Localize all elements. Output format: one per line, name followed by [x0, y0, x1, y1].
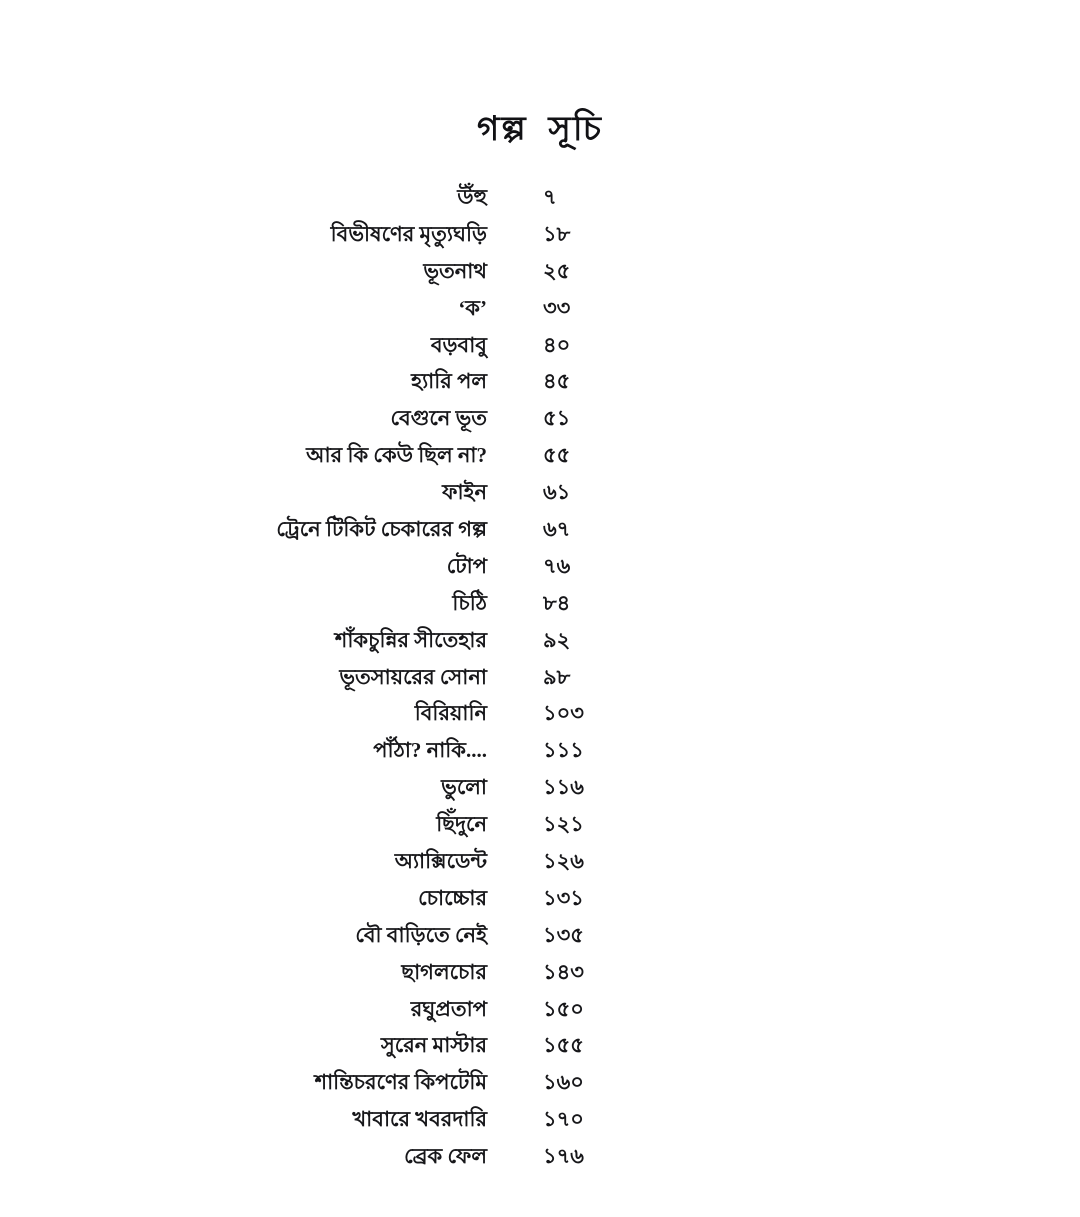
toc-entry-row[interactable] [0, 553, 1080, 593]
toc-entry-page-number: ৭ [543, 185, 557, 209]
toc-entry-page-number: ১৬০ [543, 1070, 584, 1095]
toc-entry-title: ভুলো [441, 775, 487, 800]
toc-entry-page-number: ৭৬ [543, 553, 571, 578]
toc-entry-title: চোচ্চোর [418, 885, 487, 910]
toc-entry-row[interactable] [0, 959, 1080, 999]
toc-entry-page-number: ৬৭ [543, 517, 571, 542]
toc-entry-row[interactable] [0, 740, 1080, 777]
toc-entry-title: বিভীষণের মৃত্যুঘড়ি [330, 221, 487, 246]
toc-entry-title: খাবারে খবরদারি [352, 1107, 487, 1132]
toc-entry-page-number: ৫৫ [543, 443, 571, 468]
toc-entry-title: হ্যারি পল [411, 369, 487, 394]
toc-entry-page-number: ৬১ [543, 480, 571, 505]
toc-entry-row[interactable] [0, 885, 1080, 925]
toc-entry-row[interactable] [0, 1072, 1080, 1109]
toc-entry-row[interactable] [0, 295, 1080, 335]
toc-entry-row[interactable] [0, 482, 1080, 519]
toc-entry-row[interactable] [0, 1035, 1080, 1072]
toc-entry-title: বিরিয়ানি [414, 701, 487, 726]
toc-entry-title: আর কি কেউ ছিল না? [306, 443, 487, 468]
toc-entry-title: বড়বাবু [430, 332, 487, 357]
toc-entry-page-number: ১৪৩ [543, 959, 584, 984]
toc-entry-title: ট্রেনে টিকিট চেকারের গল্প [276, 517, 487, 542]
toc-entry-title: ফাইন [442, 480, 487, 505]
toc-entry-title: চিঠি [452, 590, 487, 615]
toc-entry-page-number: ১৮ [543, 221, 571, 246]
toc-entry-title: ব্রেক ফেল [404, 1144, 487, 1169]
toc-entry-title: টোপ [446, 553, 487, 578]
toc-entry-row[interactable] [0, 408, 1080, 445]
toc-entry-page-number: ৪৫ [543, 369, 571, 394]
page-title: গল্প সূচি [477, 110, 603, 148]
toc-entry-page-number: ৯২ [543, 627, 571, 652]
toc-entry-row[interactable] [0, 922, 1080, 962]
toc-entry-title: ‘ক’ [458, 295, 487, 320]
toc-entry-row[interactable] [0, 1146, 1080, 1183]
toc-entry-page-number: ৪০ [543, 332, 571, 357]
toc-entry-title: বেগুনে ভূত [390, 406, 487, 431]
toc-entry-title: উঁহু [457, 185, 487, 209]
toc-entry-page-number: ১১৬ [543, 775, 584, 800]
toc-entry-title: পাঁঠা? নাকি.... [373, 738, 487, 763]
toc-entry-title: সুরেন মাস্টার [380, 1033, 487, 1058]
toc-entry-row[interactable] [0, 221, 1080, 261]
toc-entry-page-number: ২৫ [543, 258, 571, 283]
toc-entry-title: বৌ বাড়িতে নেই [355, 922, 487, 947]
toc-entry-row[interactable] [0, 445, 1080, 482]
toc-entry-page-number: ১৭৬ [543, 1144, 584, 1169]
toc-entry-title: রঘুপ্রতাপ [410, 996, 487, 1021]
toc-entry-page-number: ১২৬ [543, 849, 584, 874]
toc-entry-row[interactable] [0, 814, 1080, 851]
toc-entry-row[interactable] [0, 703, 1080, 740]
toc-entry-row[interactable] [0, 371, 1080, 408]
toc-entry-title: ভূতসায়রের সোনা [339, 664, 487, 689]
toc-entry-row[interactable] [0, 187, 1080, 224]
toc-entry-row[interactable] [0, 332, 1080, 372]
toc-entry-page-number: ১৭০ [543, 1107, 584, 1132]
toc-entry-row[interactable] [0, 851, 1080, 888]
table-of-contents-list [0, 187, 1080, 1183]
toc-entry-row[interactable] [0, 258, 1080, 298]
toc-entry-page-number: ৩৩ [543, 295, 571, 320]
toc-entry-title: ছিঁদুনে [436, 812, 487, 837]
toc-entry-title: শান্তিচরণের কিপটেমি [314, 1070, 487, 1095]
toc-entry-page-number: ১৩১ [543, 885, 584, 910]
toc-entry-row[interactable] [0, 1109, 1080, 1146]
toc-entry-title: ছাগলচোর [401, 959, 487, 984]
toc-entry-page-number: ১২১ [543, 812, 584, 837]
toc-entry-row[interactable] [0, 590, 1080, 630]
toc-entry-page-number: ১১১ [543, 738, 584, 763]
toc-entry-page-number: ৯৮ [543, 664, 571, 689]
toc-entry-title: অ্যাক্সিডেন্ট [394, 849, 487, 874]
toc-entry-row[interactable] [0, 664, 1080, 704]
toc-entry-page-number: ৮৪ [543, 590, 571, 615]
toc-entry-row[interactable] [0, 777, 1080, 814]
toc-entry-page-number: ১৫৫ [543, 1033, 584, 1058]
toc-entry-page-number: ১৫০ [543, 996, 584, 1021]
toc-entry-title: শাঁকচুন্নির সীতেহার [334, 627, 487, 652]
toc-entry-title: ভূতনাথ [423, 258, 487, 283]
toc-entry-page-number: ১৩৫ [543, 922, 584, 947]
toc-entry-page-number: ১০৩ [543, 701, 584, 726]
toc-entry-page-number: ৫১ [543, 406, 571, 431]
toc-entry-row[interactable] [0, 627, 1080, 667]
toc-entry-row[interactable] [0, 996, 1080, 1036]
toc-entry-row[interactable] [0, 519, 1080, 556]
